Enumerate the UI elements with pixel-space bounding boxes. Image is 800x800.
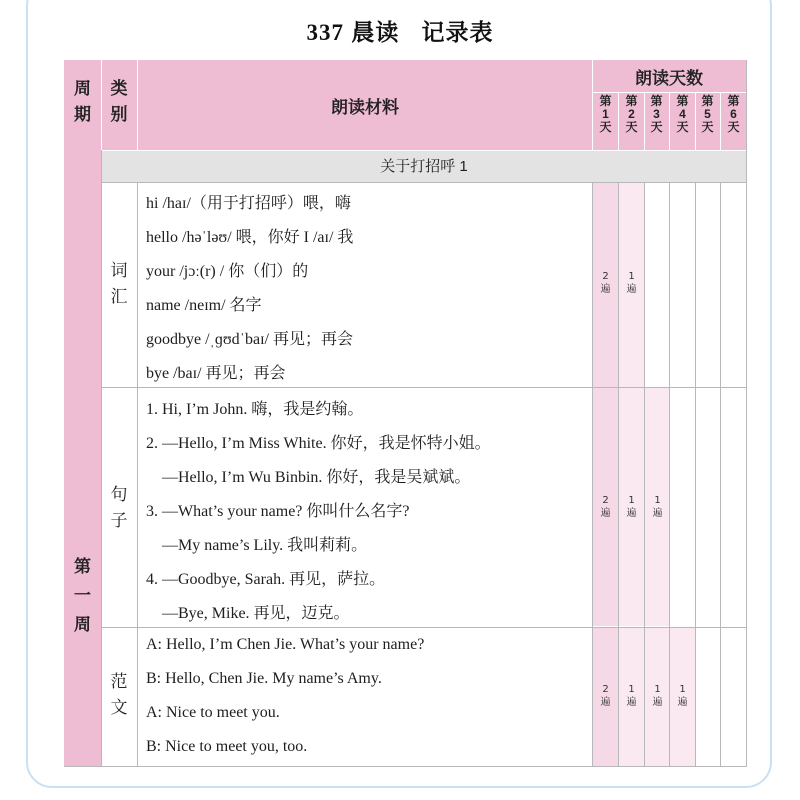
sentence-line: 3. —What’s your name? 你叫什么名字?: [146, 503, 410, 520]
count-text-day2: 1 遍: [626, 684, 637, 708]
grid-line: [746, 60, 747, 767]
section-title: 关于打招呼 1: [380, 158, 468, 175]
page-title: [0, 14, 800, 47]
grid-line: [644, 182, 645, 767]
grid-line: [101, 627, 746, 628]
day-2-header: 第 2 天: [625, 94, 638, 134]
passage-line: A: Hello, I’m Chen Jie. What’s your name?: [146, 636, 425, 653]
count-vocab-day1: 2 遍: [600, 271, 611, 295]
vocab-line: bye /baɪ/ 再见；再会: [146, 365, 286, 382]
vocab-line: hi /haɪ/（用于打招呼）喂，嗨: [146, 195, 351, 212]
grid-line: [101, 387, 746, 388]
passage-line: B: Nice to meet you, too.: [146, 738, 308, 755]
vocab-line: goodbye /ˌɡʊdˈbaɪ/ 再见；再会: [146, 331, 353, 348]
grid-line: [101, 182, 746, 183]
grid-line: [669, 92, 670, 150]
count-text-day1: 2 遍: [600, 684, 611, 708]
count-sent-day2: 1 遍: [626, 495, 637, 519]
week-header: 周 期: [74, 79, 91, 124]
day-1-header: 第 1 天: [599, 94, 612, 134]
day-5-header: 第 5 天: [701, 94, 714, 134]
count-sent-day1: 2 遍: [600, 495, 611, 519]
category-text: 范 文: [110, 672, 128, 717]
passage-line: A: Nice to meet you.: [146, 704, 280, 721]
grid-line: [137, 60, 138, 150]
sentence-line: —Bye, Mike. 再见，迈克。: [146, 605, 350, 622]
sentence-line: —My name’s Lily. 我叫莉莉。: [146, 537, 368, 554]
grid-line: [618, 92, 619, 150]
sentence-line: 2. —Hello, I’m Miss White. 你好，我是怀特小姐。: [146, 435, 491, 452]
category-sentences: 句 子: [110, 485, 128, 530]
vocab-line: hello /həˈləʊ/ 喂，你好 I /aɪ/ 我: [146, 229, 354, 246]
sentence-line: 4. —Goodbye, Sarah. 再见，萨拉。: [146, 571, 386, 588]
grid-line: [137, 182, 138, 767]
category-header: 类 别: [110, 79, 128, 124]
count-text-day4: 1 遍: [677, 684, 688, 708]
passage-line: B: Hello, Chen Jie. My name’s Amy.: [146, 670, 382, 687]
count-vocab-day2: 1 遍: [626, 271, 637, 295]
title-text: 晨读: [351, 19, 400, 45]
grid-line: [695, 92, 696, 150]
grid-line: [720, 182, 721, 767]
grid-line: [592, 60, 593, 150]
title-tail: 记录表: [421, 19, 494, 45]
day-4-header: 第 4 天: [676, 94, 689, 134]
days-header: 朗读天数: [635, 69, 703, 88]
material-header: 朗读材料: [331, 98, 399, 117]
count-sent-day3: 1 遍: [652, 495, 663, 519]
vocab-line: name /neɪm/ 名字: [146, 297, 262, 314]
grid-line: [695, 182, 696, 767]
sentence-line: 1. Hi, I’m John. 嗨，我是约翰。: [146, 401, 364, 418]
grid-line: [101, 60, 102, 150]
week-label: 第 一 周: [74, 557, 91, 634]
day-6-header: 第 6 天: [727, 94, 740, 134]
sentence-line: —Hello, I’m Wu Binbin. 你好，我是吴斌斌。: [146, 469, 471, 486]
category-vocab: 词 汇: [110, 261, 128, 306]
week-column: [64, 150, 101, 767]
title-number: 337: [306, 20, 344, 45]
vocab-line: your /jɔː(r) / 你（们）的: [146, 263, 309, 280]
day-3-header: 第 3 天: [650, 94, 663, 134]
count-text-day3: 1 遍: [652, 684, 663, 708]
grid-line: [720, 92, 721, 150]
grid-line: [669, 182, 670, 767]
grid-line: [644, 92, 645, 150]
